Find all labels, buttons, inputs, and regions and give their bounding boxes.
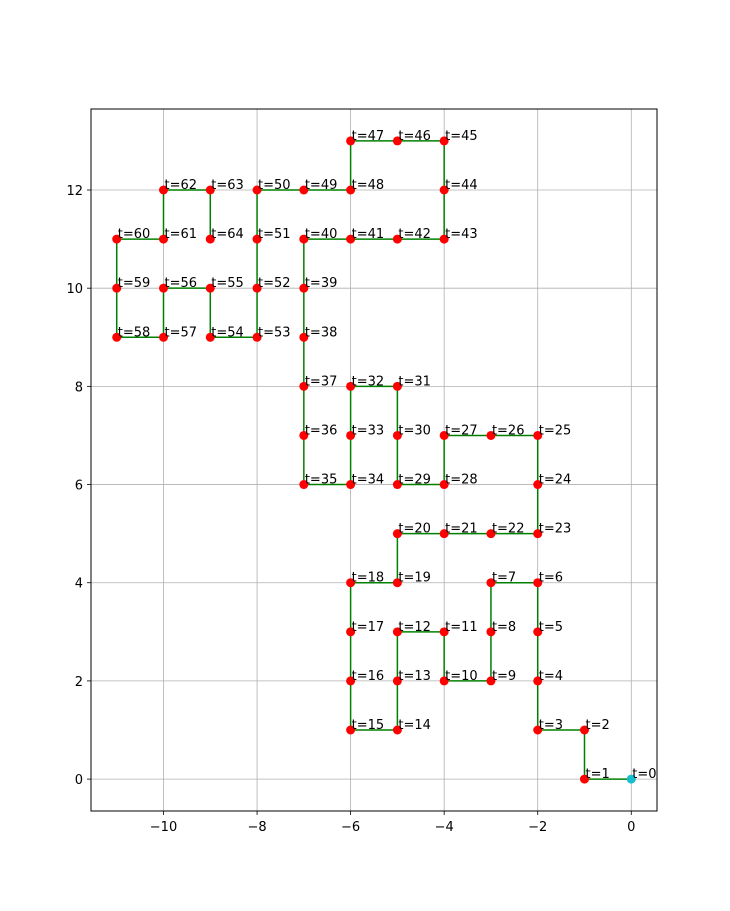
y-tick-label-2: 4 <box>74 576 83 592</box>
point-label-t50: t=50 <box>258 178 291 193</box>
point-label-t3: t=3 <box>538 718 563 733</box>
point-label-t14: t=14 <box>398 718 431 733</box>
point-label-t23: t=23 <box>538 521 572 537</box>
point-label-t45: t=45 <box>445 128 478 144</box>
y-tick-label-4: 8 <box>74 380 83 396</box>
point-label-t22: t=22 <box>491 521 525 537</box>
x-tick-label-4: −2 <box>528 820 548 835</box>
point-label-t10: t=10 <box>445 668 478 684</box>
point-label-t37: t=37 <box>304 374 338 390</box>
y-tick-label-3: 6 <box>74 478 83 494</box>
point-label-t31: t=31 <box>398 374 431 390</box>
point-label-t62: t=62 <box>164 178 198 193</box>
point-label-t56: t=56 <box>164 276 198 292</box>
point-label-t25: t=25 <box>538 423 572 439</box>
x-tick-label-3: −4 <box>434 820 454 835</box>
y-tick-label-1: 2 <box>74 674 83 690</box>
point-label-t39: t=39 <box>304 276 338 292</box>
point-label-t47: t=47 <box>351 128 385 144</box>
point-label-t36: t=36 <box>304 423 338 439</box>
y-tick-label-5: 10 <box>66 282 83 298</box>
x-tick-label-0: −10 <box>149 820 178 835</box>
point-label-t21: t=21 <box>445 521 478 537</box>
point-label-t43: t=43 <box>445 227 478 243</box>
x-tick-label-1: −8 <box>247 820 267 835</box>
point-label-t55: t=55 <box>211 276 244 292</box>
x-tick-label-5: 0 <box>627 820 636 835</box>
point-label-t48: t=48 <box>351 178 385 193</box>
point-label-t53: t=53 <box>258 325 291 341</box>
point-label-t11: t=11 <box>445 619 478 635</box>
point-label-t29: t=29 <box>398 472 431 488</box>
point-label-t18: t=18 <box>351 570 385 586</box>
point-label-t12: t=12 <box>398 619 431 635</box>
point-label-t8: t=8 <box>491 619 517 635</box>
y-tick-label-0: 0 <box>74 773 83 789</box>
point-label-t30: t=30 <box>398 423 431 439</box>
point-label-t49: t=49 <box>304 178 338 193</box>
point-label-t33: t=33 <box>351 423 385 439</box>
point-label-t57: t=57 <box>164 325 198 341</box>
point-label-t34: t=34 <box>351 472 385 488</box>
point-label-t42: t=42 <box>398 227 431 243</box>
point-label-t15: t=15 <box>351 718 385 733</box>
point-label-t46: t=46 <box>398 128 431 144</box>
point-label-t19: t=19 <box>398 570 431 586</box>
point-label-t44: t=44 <box>445 178 478 193</box>
point-label-t64: t=64 <box>211 227 244 243</box>
point-label-t17: t=17 <box>351 619 385 635</box>
point-label-t24: t=24 <box>538 472 572 488</box>
point-label-t13: t=13 <box>398 668 431 684</box>
point-label-t63: t=63 <box>211 178 244 193</box>
point-label-t9: t=9 <box>491 668 517 684</box>
point-label-t52: t=52 <box>258 276 291 292</box>
point-label-t51: t=51 <box>258 227 291 243</box>
point-label-t7: t=7 <box>491 570 517 586</box>
point-label-t1: t=1 <box>585 767 610 783</box>
point-label-t20: t=20 <box>398 521 431 537</box>
point-label-t5: t=5 <box>538 619 563 635</box>
point-label-t27: t=27 <box>445 423 478 439</box>
point-label-t58: t=58 <box>117 325 151 341</box>
y-tick-label-6: 12 <box>66 184 83 199</box>
point-label-t2: t=2 <box>585 718 610 733</box>
point-label-t54: t=54 <box>211 325 244 341</box>
point-label-t6: t=6 <box>538 570 563 586</box>
point-label-t16: t=16 <box>351 668 385 684</box>
point-label-t61: t=61 <box>164 227 198 243</box>
point-label-t0: t=0 <box>632 767 657 783</box>
x-tick-label-2: −6 <box>341 820 361 835</box>
point-label-t32: t=32 <box>351 374 385 390</box>
point-label-t41: t=41 <box>351 227 385 243</box>
point-label-t59: t=59 <box>117 276 151 292</box>
point-label-t40: t=40 <box>304 227 338 243</box>
point-label-t60: t=60 <box>117 227 151 243</box>
point-label-t26: t=26 <box>491 423 525 439</box>
point-label-t28: t=28 <box>445 472 478 488</box>
point-label-t35: t=35 <box>304 472 338 488</box>
point-label-t4: t=4 <box>538 668 563 684</box>
point-label-t38: t=38 <box>304 325 338 341</box>
